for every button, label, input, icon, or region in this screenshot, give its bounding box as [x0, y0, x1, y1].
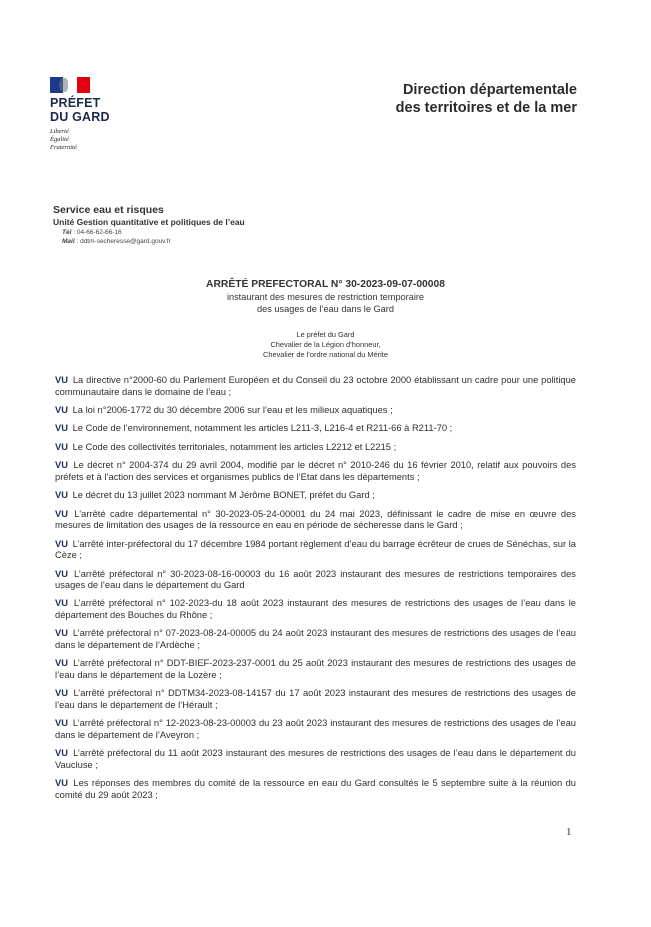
- vu-item: [55, 778, 576, 801]
- vu-item: [55, 539, 576, 562]
- vu-text: L’arrêté préfectoral n° 12-2023-08-23-00003 du 23 août 2023 instaurant des mesures de restrictions des usages de l’eau dans le département de l’Aveyron ;: [55, 718, 576, 741]
- vu-text: La loi n°2006-1772 du 30 décembre 2006 sur l’eau et les milieux aquatiques ;: [72, 404, 393, 415]
- vu-label: VU: [55, 748, 68, 759]
- vu-text: Le Code de l’environnement, notamment les articles L211-3, L216-4 et R211-66 à R211-70 ;: [72, 423, 453, 434]
- marianne-flag-icon: [50, 77, 90, 93]
- vu-item: [55, 375, 576, 398]
- vu-item: [55, 405, 576, 417]
- tel-value: : 04-66-62-66-16: [71, 229, 122, 236]
- vu-label: VU: [55, 568, 68, 579]
- vu-list: [55, 375, 576, 808]
- vu-item: [55, 598, 576, 621]
- vu-label: VU: [55, 423, 68, 434]
- vu-label: VU: [55, 508, 68, 519]
- vu-item: [55, 460, 576, 483]
- motto-egalite: Égalité: [50, 136, 69, 143]
- vu-text: L’arrêté préfectoral n° 07-2023-08-24-00005 du 24 août 2023 instaurant des mesures de restrictions des usages de l’eau dans le département de l’Ardèche ;: [55, 628, 576, 651]
- prefet-line-3: Chevalier de l’ordre national du Mérite: [263, 349, 388, 359]
- vu-label: VU: [55, 598, 68, 609]
- direction-heading: [396, 81, 577, 117]
- vu-label: VU: [55, 538, 68, 549]
- vu-item: [55, 569, 576, 592]
- prefet-titles: [0, 330, 651, 359]
- vu-item: [55, 658, 576, 681]
- prefet-logo: [50, 77, 160, 152]
- vu-text: L’arrêté préfectoral du 11 août 2023 instaurant des mesures de restrictions des usages de l’eau dans le département du Vaucluse ;: [55, 748, 576, 770]
- motto-fraternite: Fraternité: [50, 144, 77, 151]
- vu-item: [55, 490, 576, 502]
- vu-item: [55, 509, 576, 532]
- vu-text: L’arrêté inter-préfectoral du 17 décembre 1984 portant règlement d’eau du barrage écrêteur de crues de Sénéchas, sur la Cèze ;: [55, 538, 576, 561]
- direction-line-1: Direction départementale: [402, 82, 577, 98]
- service-block: [53, 204, 245, 246]
- contact-mail: [53, 237, 245, 246]
- mail-label: Mail: [62, 238, 75, 245]
- vu-label: VU: [55, 441, 68, 452]
- page-number: 1: [566, 826, 572, 838]
- arrete-title: ARRÊTÉ PREFECTORAL N° 30-2023-09-07-00008: [206, 279, 445, 290]
- vu-text: L’arrêté préfectoral n° 30-2023-08-16-00003 du 16 août 2023 instaurant des mesures de restrictions temporaires des usages de l’eau dans le département du Gard: [55, 568, 576, 591]
- vu-label: VU: [55, 375, 68, 385]
- vu-text: La directive n°2000-60 du Parlement Européen et du Conseil du 23 octobre 2000 établissant un cadre pour une politique communautaire dans le domaine de l’eau ;: [55, 375, 576, 397]
- prefet-line-2: Chevalier de la Légion d’honneur,: [270, 339, 381, 349]
- unit-name: Unité Gestion quantitative et politiques de l’eau: [53, 217, 245, 227]
- vu-text: Le Code des collectivités territoriales, notamment les articles L2212 et L2215 ;: [72, 441, 397, 452]
- vu-item: [55, 718, 576, 741]
- tel-label: Tél: [62, 229, 72, 236]
- arrete-subtitle-line-2: des usages de l’eau dans le Gard: [257, 304, 394, 314]
- vu-text: L’arrêté préfectoral n° 102-2023-du 18 août 2023 instaurant des mesures de restrictions des usages de l’eau dans le département des Bouches du Rhône ;: [55, 598, 576, 621]
- vu-text: L’arrêté préfectoral n° DDTM34-2023-08-14157 du 17 août 2023 instaurant des mesures de restrictions des usages de l’eau dans le département de l’Hérault ;: [55, 688, 576, 711]
- vu-text: L’arrêté préfectoral n° DDT-BIEF-2023-237-0001 du 25 août 2023 instaurant des mesures de restrictions des usages de l’eau dans le département de la Lozère ;: [55, 658, 576, 681]
- vu-label: VU: [55, 460, 68, 471]
- logo-line-1: PRÉFET: [50, 96, 101, 110]
- vu-label: VU: [55, 404, 68, 415]
- arrete-subtitle-line-1: instaurant des mesures de restriction temporaire: [226, 292, 425, 302]
- logo-title: [50, 96, 160, 124]
- vu-item: [55, 748, 576, 771]
- logo-line-2: DU GARD: [50, 110, 110, 124]
- arrete-subtitle: [0, 291, 651, 315]
- vu-label: VU: [55, 628, 68, 639]
- vu-label: VU: [55, 658, 68, 669]
- vu-text: Le décret du 13 juillet 2023 nommant M Jérôme BONET, préfet du Gard ;: [72, 490, 375, 501]
- vu-label: VU: [55, 688, 68, 699]
- contact-tel: [53, 228, 245, 237]
- motto-liberte: Liberté: [50, 128, 69, 135]
- direction-line-2: des territoires et de la mer: [395, 100, 577, 116]
- vu-item: [55, 423, 576, 435]
- prefet-line-1: Le préfet du Gard: [296, 330, 355, 339]
- mail-value: : ddtm-secheresse@gard.gouv.fr: [74, 238, 171, 245]
- vu-item: [55, 688, 576, 711]
- vu-label: VU: [55, 718, 68, 729]
- vu-label: VU: [55, 778, 68, 789]
- vu-item: [55, 442, 576, 454]
- vu-item: [55, 628, 576, 651]
- service-name: Service eau et risques: [53, 204, 164, 216]
- vu-text: Les réponses des membres du comité de la ressource en eau du Gard consultés le 5 septembre suite à la réunion du comité du 29 août 2023 ;: [55, 778, 576, 800]
- republic-motto: [50, 128, 160, 152]
- vu-text: L’arrêté cadre départemental n° 30-2023-05-24-00001 du 24 mai 2023, définissant le cadre de mise en œuvre des mesures de limitation des usages de la ressource en eau en période de sécheresse dans le Gard ;: [55, 508, 576, 531]
- vu-label: VU: [55, 490, 68, 501]
- vu-text: Le décret n° 2004-374 du 29 avril 2004, modifié par le décret n° 2010-246 du 16 février 2010, relatif aux pouvoirs des préfets et à l’action des services et organismes publics de l’Etat dans les départements ;: [55, 460, 576, 482]
